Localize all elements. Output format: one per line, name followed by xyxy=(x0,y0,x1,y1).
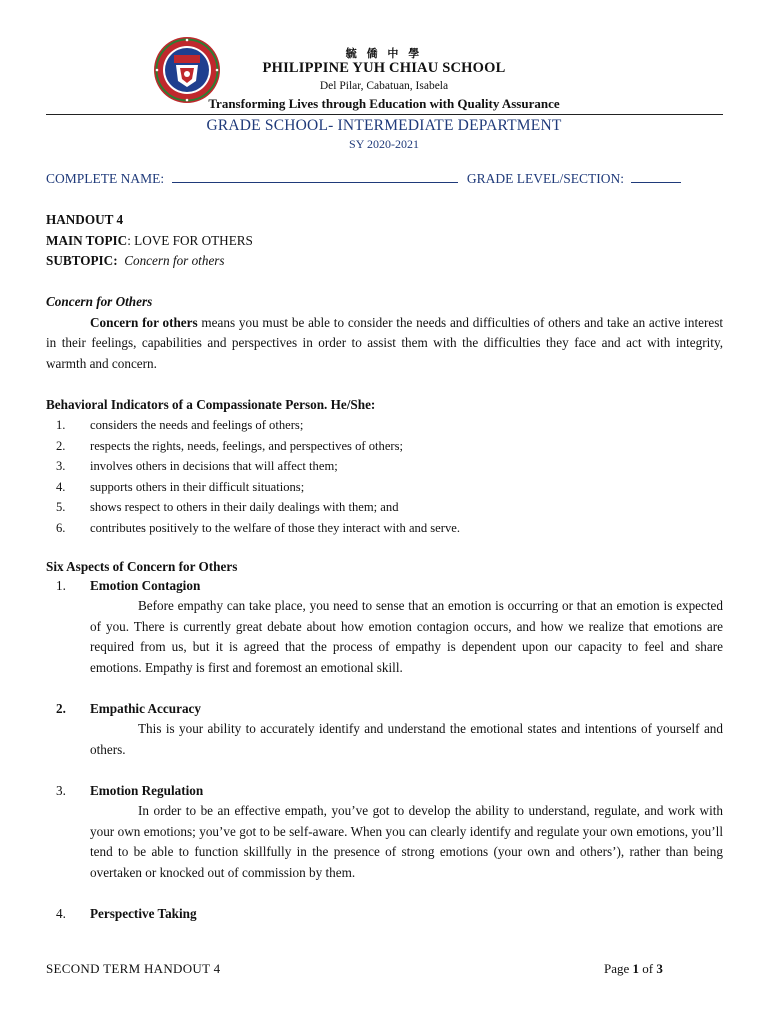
aspect-body: In order to be an effective empath, you’ve got to develop the ability to understand, regulate, and work with your own emotions; you’ve got to be self-aware. When you can clearly identify and regulate your own emotions, you’ll tend to be able to function skillfully in the presence of strong emotions (your own and others’), rather than being overtaken or knocked out of commission by them. xyxy=(90,803,723,880)
grade-level-label: GRADE LEVEL/SECTION: xyxy=(466,171,624,186)
aspect-item: 2. Empathic Accuracy This is your ability to accurately identify and understand the emotional states and intentions of yourself and others. xyxy=(46,699,723,760)
aspect-body: This is your ability to accurately identify and understand the emotional states and intentions of yourself and others. xyxy=(90,721,723,757)
student-info-row xyxy=(46,170,681,187)
aspect-body: Before empathy can take place, you need to sense that an emotion is occurring or that an emotion is expected of you. There is currently great debate about how emotion contagion occurs, and how we realize that emotions are required from us, but it is agreed that the process of empathy is dependent upon our capacity to feel and share emotions. Empathy is first and foremost an emotional skill. xyxy=(90,598,723,675)
handout-info xyxy=(46,210,723,272)
aspect-title: Perspective Taking xyxy=(90,906,197,921)
list-item: 2. respects the rights, needs, feelings, and perspectives of others; xyxy=(56,438,403,453)
subtopic-line: SUBTOPIC: Concern for others xyxy=(46,253,225,268)
school-address: Del Pilar, Cabatuan, Isabela xyxy=(319,80,449,92)
school-chinese-name: 毓 僑 中 學 xyxy=(345,47,423,60)
main-topic-value: : LOVE FOR OTHERS xyxy=(127,232,253,248)
list-item: 1. considers the needs and feelings of others; xyxy=(56,418,304,432)
aspect-item: 1. Emotion Contagion Before empathy can take place, you need to sense that an emotion is occurring or that an emotion is expected of you. There is currently great debate about how emotion contagion occurs, and how we realize that emotions are required from us, but it is agreed that the process of empathy is dependent upon our capacity to feel and share emotions. Empathy is first and foremost an emotional skill. xyxy=(46,576,723,678)
main-topic-line xyxy=(46,231,723,252)
intro-paragraph xyxy=(46,313,723,375)
indicators-list xyxy=(46,415,723,539)
list-item: 4. supports others in their difficult situations; xyxy=(56,479,305,494)
intro-lead: Concern for others xyxy=(90,314,198,330)
subtopic-label: SUBTOPIC xyxy=(46,253,114,268)
indicators-heading: Behavioral Indicators of a Compassionate Person. He/She: xyxy=(46,397,376,412)
list-item: 6. contributes positively to the welfare of those they interact with and serve. xyxy=(56,520,461,535)
handout-number: HANDOUT 4 xyxy=(46,212,124,227)
aspect-item: 3. Emotion Regulation In order to be an effective empath, you’ve got to develop the ability to understand, regulate, and work with your own emotions; you’ve got to be self-aware. When you can clearly identify and regulate your own emotions, you’ll tend to be able to function skillfully in the presence of strong emotions (your own and others’), rather than being overtaken or knocked out of commission by them. xyxy=(46,781,723,883)
intro-text: means you must be able to consider the needs and difficulties of others and take an active interest in their feelings, capabilities and perspectives in order to assist them with the difficulties they face and act with integrity, warmth and concern. xyxy=(46,314,724,371)
footer-title: SECOND TERM HANDOUT 4 xyxy=(46,961,221,976)
header-divider xyxy=(46,114,723,115)
aspects-heading: Six Aspects of Concern for Others xyxy=(46,559,238,574)
aspect-title: Emotion Regulation xyxy=(90,783,204,798)
school-year: SY 2020-2021 xyxy=(349,137,419,151)
aspect-title: Empathic Accuracy xyxy=(90,701,201,716)
intro-heading: Concern for Others xyxy=(46,294,153,309)
main-topic-label: MAIN TOPIC xyxy=(46,232,128,248)
aspect-title: Emotion Contagion xyxy=(90,578,201,593)
intro-section xyxy=(46,292,723,374)
subtopic-value: Concern for others xyxy=(124,253,225,268)
complete-name-field[interactable] xyxy=(172,170,458,183)
school-name: PHILIPPINE YUH CHIAU SCHOOL xyxy=(262,60,506,76)
complete-name-label: COMPLETE NAME: xyxy=(46,171,165,186)
aspect-item: 4. Perspective Taking xyxy=(56,906,197,921)
list-item: 3. involves others in decisions that will affect them; xyxy=(56,459,338,474)
department-title: GRADE SCHOOL- INTERMEDIATE DEPARTMENT xyxy=(206,117,562,134)
grade-level-field[interactable] xyxy=(631,170,681,183)
school-motto: Transforming Lives through Education with Quality Assurance xyxy=(208,96,560,111)
list-item: 5. shows respect to others in their daily dealings with them; and xyxy=(56,500,399,515)
page-number: Page 1 of 3 xyxy=(604,961,663,976)
